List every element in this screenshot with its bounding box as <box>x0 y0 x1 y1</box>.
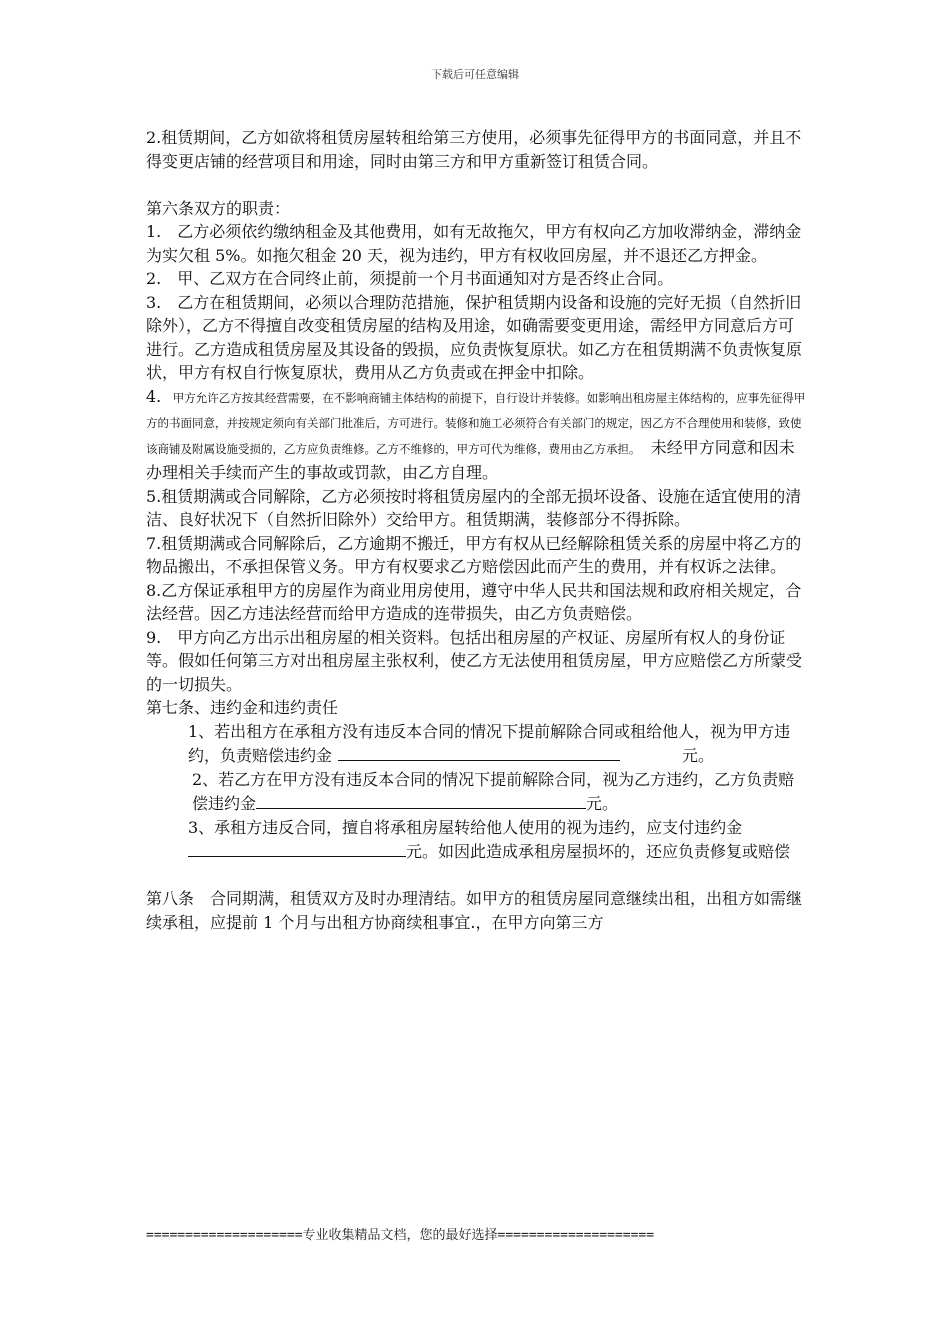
clause-6-8: 8.乙方保证承租甲方的房屋作为商业用房使用，遵守中华人民共和国法规和政府相关规定，合法经营。因乙方违法经营而给甲方造成的连带损失，由乙方负责赔偿。 <box>146 580 802 623</box>
penalty-blank-3 <box>188 839 406 857</box>
clause-7-3 <box>146 816 806 864</box>
clause-7-2-text: 2、若乙方在甲方没有违反本合同的情况下提前解除合同，视为乙方违约，乙方负责赔偿违约金 <box>192 769 795 813</box>
clause-6-4-small-text: 甲方允许乙方按其经营需要，在不影响商铺主体结构的前提下，自行设计并装修。如影响出租房屋主体结构的，应事先征得甲方的书面同意，并按规定须向有关部门批准后，方可进行。装修和施工必须符合有关部门的规定，因乙方不合理使用和装修，致使该商铺及附属设施受损的，乙方应负责维修。乙方不维修的，甲方可代为维修，费用由乙方承担。 <box>146 390 806 456</box>
penalty-blank-1 <box>338 743 620 761</box>
paragraph-gap <box>146 864 806 888</box>
page-header: 下载后可任意编辑 <box>431 68 519 81</box>
clause-6-9: 9. 甲方向乙方出示出租房屋的相关资料。包括出租房屋的产权证、房屋所有权人的身份证等。假如任何第三方对出租房屋主张权利，使乙方无法使用租赁房屋，甲方应赔偿乙方所蒙受的一切损失。 <box>146 627 803 694</box>
clause-6-4-text: 未经甲方同意和因未办理相关手续而产生的事故或罚款，由乙方自理。 <box>146 437 795 482</box>
clause-6-2: 2. 甲、乙双方在合同终止前，须提前一个月书面通知对方是否终止合同。 <box>146 269 674 288</box>
article-6-title: 第六条双方的职责： <box>146 198 291 218</box>
clause-7-1 <box>146 720 806 768</box>
clause-7-3-text: 3、承租方违反合同，擅自将承租房屋转给他人使用的视为违约，应支付违约金 <box>188 817 743 837</box>
document-body <box>146 126 806 934</box>
article-8: 第八条 合同期满，租赁双方及时办理清结。如甲方的租赁房屋同意继续出租，出租方如需继续承租，应提前 1 个月与出租方协商续租事宜.，在甲方向第三方 <box>146 889 803 932</box>
clause-7-3-rest: 元。如因此造成承租房屋损坏的，还应负责修复或赔偿 <box>406 842 791 861</box>
clause-7-2 <box>146 768 806 816</box>
paragraph-gap <box>146 173 806 197</box>
clause-6-3: 3. 乙方在租赁期间，必须以合理防范措施，保护租赁期内设备和设施的完好无损（自然折旧除外），乙方不得擅自改变租赁房屋的结构及用途，如确需要变更用途，需经甲方同意后方可进行。乙方造成租赁房屋及其设备的毁损，应负责恢复原状。如乙方在租赁期满不负责恢复原状，甲方有权自行恢复原状，费用从乙方负责或在押金中扣除。 <box>146 292 803 382</box>
clause-6-4 <box>146 385 806 485</box>
clause-6-4-number: 4. <box>146 386 162 406</box>
page-footer: ====================专业收集精品文档，您的最好选择==================== <box>146 1228 655 1243</box>
article-7-title: 第七条、违约金和违约责任 <box>146 698 339 717</box>
clause-7-2-unit: 元。 <box>586 794 619 813</box>
penalty-blank-2 <box>256 791 586 809</box>
clause-7-1-unit: 元。 <box>682 746 715 765</box>
clause-6-7: 7.租赁期满或合同解除后，乙方逾期不搬迁，甲方有权从已经解除租赁关系的房屋中将乙方的物品搬出，不承担保管义务。甲方有权要求乙方赔偿因此而产生的费用，并有权诉之法律。 <box>146 533 802 576</box>
clause-7-1-text: 1、若出租方在承租方没有违反本合同的情况下提前解除合同或租给他人，视为甲方违约，负责赔偿违约金 <box>188 721 791 765</box>
clause-5-2: 2.租赁期间，乙方如欲将租赁房屋转租给第三方使用，必须事先征得甲方的书面同意，并且不得变更店铺的经营项目和用途，同时由第三方和甲方重新签订租赁合同。 <box>146 128 802 171</box>
clause-6-1: 1. 乙方必须依约缴纳租金及其他费用，如有无故拖欠，甲方有权向乙方加收滞纳金，滞纳金为实欠租 5%。如拖欠租金 20 天，视为违约，甲方有权收回房屋，并不退还乙方押金。 <box>146 222 802 265</box>
clause-6-5: 5.租赁期满或合同解除，乙方必须按时将租赁房屋内的全部无损坏设备、设施在适宜使用的清洁、良好状况下（自然折旧除外）交给甲方。租赁期满，装修部分不得拆除。 <box>146 486 802 529</box>
